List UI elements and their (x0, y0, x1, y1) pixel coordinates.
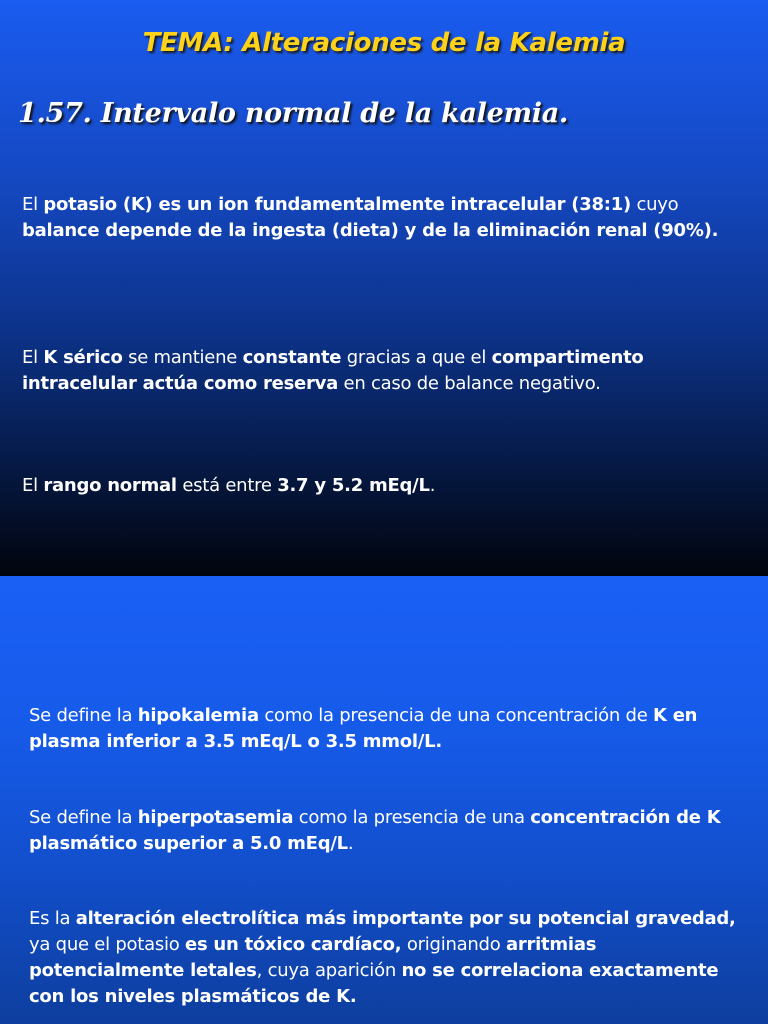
slide-title: TEMA: Alteraciones de la Kalemia (142, 28, 626, 58)
paragraph-k-serico (22, 345, 752, 397)
bold-run: no se correlaciona exactamente con los niveles plasmáticos de K. (29, 960, 719, 1007)
text-run: gracias a que el (341, 347, 492, 368)
slide-2 (0, 576, 768, 1024)
bold-run: hiperpotasemia (137, 807, 294, 828)
text-run: . (429, 475, 436, 496)
bold-run: constante (242, 347, 342, 368)
section-heading: 1.57. Intervalo normal de la kalemia. (18, 98, 568, 129)
bold-run: K sérico (43, 347, 123, 368)
text-run: se mantiene (122, 347, 243, 368)
text-run: como la presencia de una (293, 807, 531, 828)
text-run: El (22, 475, 44, 496)
paragraph-hipokalemia (29, 703, 754, 755)
text-run: en caso de balance negativo. (338, 373, 601, 394)
text-run: El (22, 194, 44, 215)
text-run: Se define la (29, 705, 138, 726)
bold-run: es un tóxico cardíaco, (184, 934, 402, 955)
text-run: como la presencia de una concentración de (258, 705, 653, 726)
text-run: , cuya aparición (256, 960, 402, 981)
bold-run: compartimento intracelular actúa como reserva (22, 347, 644, 394)
bold-run: rango normal (43, 475, 177, 496)
text-run: El (22, 347, 44, 368)
bold-run: potasio (K) es un ion fundamentalmente intracelular (38:1) (43, 194, 631, 215)
text-run: originando (401, 934, 506, 955)
text-run: está entre (176, 475, 278, 496)
bold-run: arritmias potencialmente letales (29, 934, 597, 981)
text-run: cuyo (630, 194, 679, 215)
bold-run: hipokalemia (137, 705, 259, 726)
bold-run: 3.7 y 5.2 mEq/L (277, 475, 430, 496)
text-run: Se define la (29, 807, 138, 828)
paragraph-hiperpotasemia (29, 805, 754, 857)
bold-run: K en plasma inferior a 3.5 mEq/L o 3.5 mmol/L. (29, 705, 698, 752)
bold-run: balance depende de la ingesta (dieta) y de la eliminación renal (90%). (22, 220, 719, 241)
text-run: . (347, 833, 354, 854)
bold-run: alteración electrolítica más importante por su potencial gravedad, (75, 908, 736, 929)
text-run: Es la (29, 908, 76, 929)
paragraph-potasio (22, 192, 752, 244)
bold-run: concentración de K plasmático superior a 5.0 mEq/L (29, 807, 721, 854)
text-run: ya que el potasio (29, 934, 185, 955)
paragraph-rango-normal (22, 473, 752, 499)
paragraph-alteracion-electrolitica (29, 906, 754, 1010)
